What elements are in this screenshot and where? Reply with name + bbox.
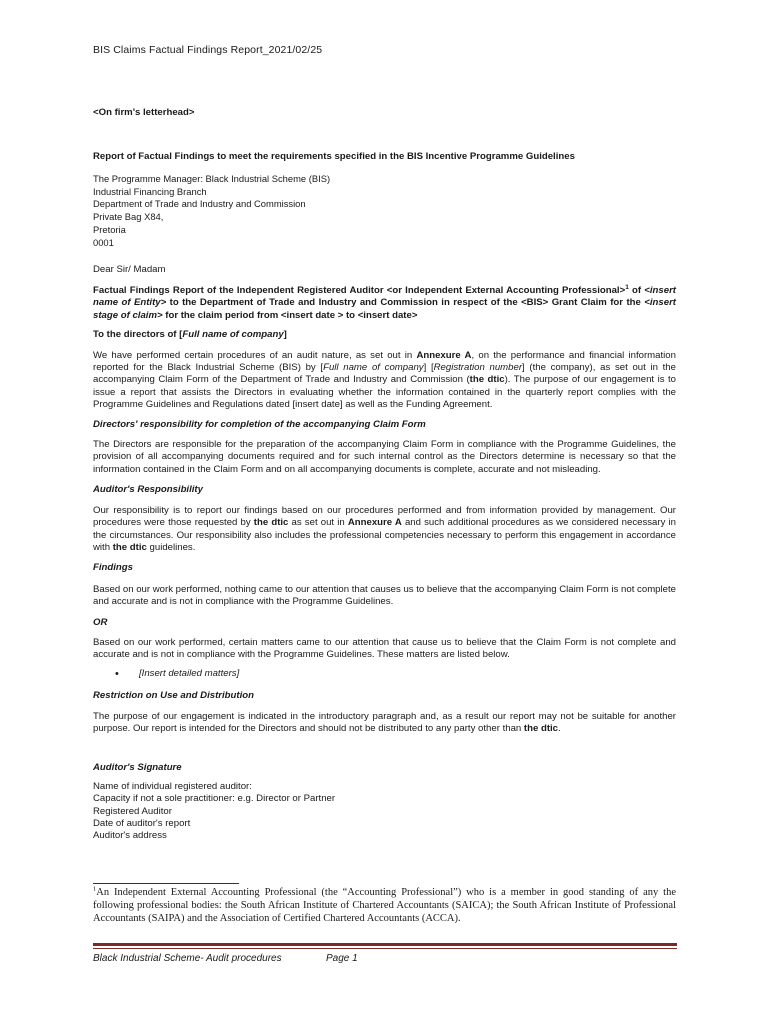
address-line: Industrial Financing Branch xyxy=(93,185,207,197)
address-line: The Programme Manager: Black Industrial Scheme (BIS) xyxy=(93,172,331,184)
footnote-ref: 1 xyxy=(625,283,629,291)
annexure-ref: Annexure A xyxy=(416,349,472,361)
page-header: BIS Claims Factual Findings Report_2021/02/25 xyxy=(93,44,323,56)
signature-line: Registered Auditor xyxy=(93,805,172,817)
signature-line: Name of individual registered auditor: xyxy=(93,780,252,792)
auditor-text: as set out in xyxy=(288,517,348,529)
auditor-text: Our responsibility is to report our findings based on our procedures performed and from information provided by management. Our procedures were those requested by xyxy=(93,504,676,529)
restriction-paragraph xyxy=(93,711,676,736)
auditor-paragraph xyxy=(93,505,676,555)
company-name-placeholder: Full name of company xyxy=(323,362,424,374)
salutation: Dear Sir/ Madam xyxy=(93,263,166,275)
footnote-divider xyxy=(93,883,239,884)
letterhead-placeholder: <On firm's letterhead> xyxy=(93,107,195,118)
to-directors-suffix: ] xyxy=(283,329,287,341)
subject-text: of xyxy=(628,285,645,296)
directors-paragraph: The Directors are responsible for the preparation of the accompanying Claim Form in compliance with the Programme Guidelines, the provision of all accompanying documents required and for such internal control as the Directors determine is necessary so that the information contained in the Claim Form and on all accompanying documents is complete, accurate and not misleading. xyxy=(93,439,676,475)
subject-text: Factual Findings Report of the Independent Registered Auditor <or Independent External Accounting Professional> xyxy=(93,285,626,296)
or-paragraph: Based on our work performed, certain matters came to our attention that cause us to believe that the Claim Form is not complete and accurate and is not in compliance with the Programme Guidelines. These matters are listed below. xyxy=(93,636,676,661)
footer-rule-thick xyxy=(93,943,677,946)
address-line: Private Bag X84, xyxy=(93,211,164,223)
auditor-heading: Auditor's Responsibility xyxy=(93,484,203,496)
dtic-ref: the dtic xyxy=(112,541,147,553)
intro-text: ). The purpose of our engagement is to issue a report that assists the Directors in evaluating whether the information contained in the quarterly report complies with the Programme Guidelines and Regulations dated [insert date] as well as the Funding Agreement. xyxy=(93,374,676,411)
intro-paragraph xyxy=(93,350,676,412)
findings-paragraph: Based on our work performed, nothing came to our attention that causes us to believe that the accompanying Claim Form is not complete and accurate and is not in compliance with the Programme Guidelines. xyxy=(93,583,676,608)
to-directors xyxy=(93,329,676,341)
address-line: Pretoria xyxy=(93,224,126,235)
subject-text: for the claim period from <insert date > to <insert date> xyxy=(162,309,418,321)
directors-heading: Directors' responsibility for completion of the accompanying Claim Form xyxy=(93,418,426,430)
address-line: Department of Trade and Industry and Commission xyxy=(93,198,306,210)
subject-text: to the Department of Trade and Industry and Commission in respect of the <BIS> Grant Claim for the xyxy=(166,297,645,309)
bullet-icon: • xyxy=(115,667,119,680)
restriction-text: The purpose of our engagement is indicated in the introductory paragraph and, as a result our report may not be suitable for another purpose. Our report is intended for the Directors and should not be distributed to any party other than xyxy=(93,710,676,734)
intro-text: ] (the company), as set out in the accompanying Claim Form of the Department of Trade and Industry and Commission ( xyxy=(93,362,676,386)
page-number: Page 1 xyxy=(326,953,358,964)
recipient-address xyxy=(93,173,676,250)
signature-block xyxy=(93,781,676,843)
dtic-ref: the dtic xyxy=(253,517,289,529)
intro-text: ] [ xyxy=(423,362,434,374)
auditor-text: guidelines. xyxy=(146,541,196,553)
list-item xyxy=(115,668,676,680)
detailed-matters-placeholder: [Insert detailed matters] xyxy=(139,667,240,679)
signature-line: Date of auditor's report xyxy=(93,818,191,829)
intro-text: , on the performance and financial information reported for the Black Industrial Scheme (BIS) by [ xyxy=(93,349,676,374)
footnote-text: An Independent External Accounting Professional (the “Accounting Professional”) who is a member in good standing of any the following professional bodies: the South African Institute of Chartered Accountants (SAICA); the South African Institute of Professional Accountants (SAIPA) and the Association of Certified Chartered Accountants (ACCA). xyxy=(93,887,676,924)
footer-rule-thin xyxy=(93,948,677,949)
auditor-text: and such additional procedures as we considered necessary in the circumstances. Our responsibility also includes the professional competencies necessary to perform this engagement in accordance with xyxy=(93,517,676,553)
restriction-text: . xyxy=(558,722,561,734)
subject-stage: <insert stage of claim> xyxy=(93,297,676,321)
signature-line: Auditor's address xyxy=(93,830,167,842)
intro-text: We have performed certain procedures of an audit nature, as set out in xyxy=(93,349,417,361)
company-name-placeholder: Full name of company xyxy=(182,329,284,341)
dtic-ref: the dtic xyxy=(469,374,505,386)
footnote xyxy=(93,886,676,925)
footnote-number: 1 xyxy=(93,885,97,893)
address-line: 0001 xyxy=(93,236,114,248)
report-title: Report of Factual Findings to meet the requirements specified in the BIS Incentive Programme Guidelines xyxy=(93,151,575,163)
registration-placeholder: Registration number xyxy=(433,362,523,374)
restriction-heading: Restriction on Use and Distribution xyxy=(93,690,254,702)
report-subject xyxy=(93,285,676,322)
annexure-ref: Annexure A xyxy=(347,517,402,529)
or-heading: OR xyxy=(93,616,108,628)
dtic-ref: the dtic xyxy=(523,722,559,734)
document-body xyxy=(93,107,676,843)
signature-heading: Auditor's Signature xyxy=(93,762,182,774)
footer-title: Black Industrial Scheme- Audit procedures xyxy=(93,953,282,964)
signature-line: Capacity if not a sole practitioner: e.g. Director or Partner xyxy=(93,793,336,805)
to-directors-prefix: To the directors of [ xyxy=(93,329,183,341)
findings-heading: Findings xyxy=(93,562,133,574)
subject-entity: <insert name of Entity> xyxy=(93,285,676,309)
